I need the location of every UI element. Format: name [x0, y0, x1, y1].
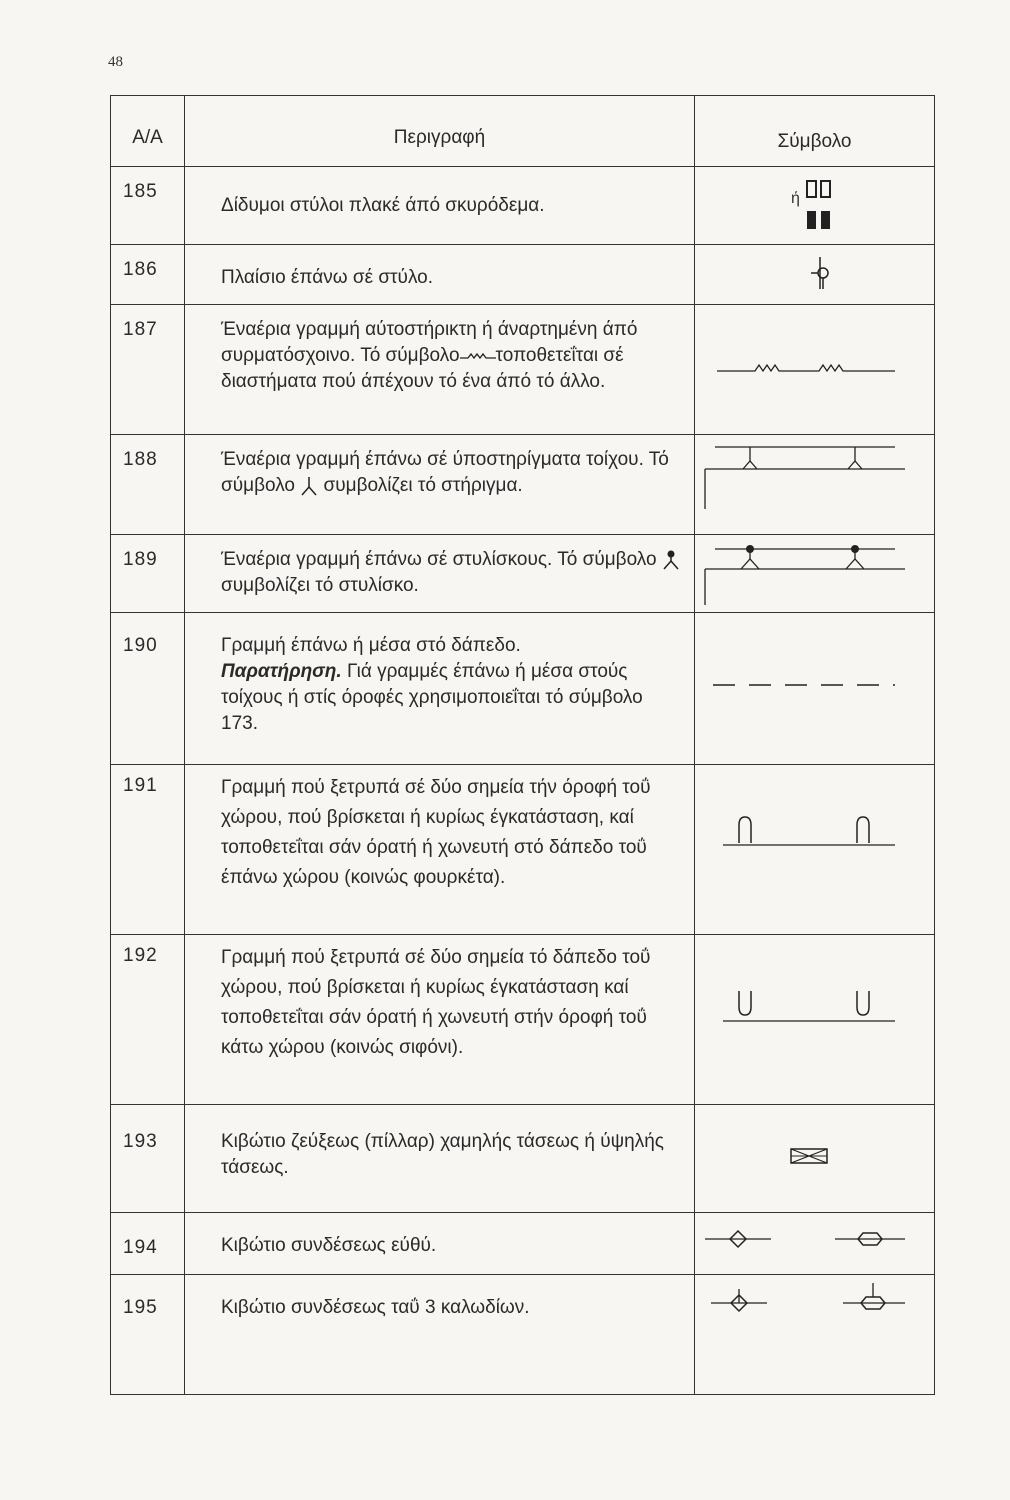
row-num: 187: [123, 319, 158, 340]
row-desc: Κιβώτιο συνδέσεως ταΰ 3 καλωδίων.: [221, 1297, 530, 1318]
table-row: [111, 1213, 935, 1275]
row-symbol: [695, 245, 935, 305]
row-symbol: [695, 613, 935, 765]
row-num: 194: [123, 1237, 158, 1258]
row-symbol: [695, 935, 935, 1105]
row-symbol: [695, 1275, 935, 1395]
row-num: 193: [123, 1131, 158, 1152]
table-row: [111, 935, 935, 1105]
row-num: 195: [123, 1297, 158, 1318]
row-symbol: [695, 535, 935, 613]
row-desc: Δίδυμοι στύλοι πλακέ άπό σκυρόδεμα.: [221, 195, 545, 216]
dashed-line-icon: [695, 613, 933, 763]
svg-text:ή: ή: [791, 190, 800, 207]
row-desc: Γραμμή πού ξετρυπά σέ δύο σημεία τήν όροφή τοΰ χώρου, πού βρίσκεται ή κυρίως έγκατάσταση, καί τοποθετεΐται σάν όρατή ή χωνευτή στό δάπεδο τοΰ έπάνω χώρου (κοινώς φουρκέτα).: [221, 777, 651, 888]
three-cable-junction-box-icon: [695, 1275, 933, 1393]
floor-siphon-icon: [695, 935, 933, 1103]
row-symbol: [695, 1213, 935, 1275]
header-symbol: Σύμβολο: [695, 96, 935, 167]
row-desc: Έναέρια γραμμή έπάνω σέ στυλίσκους. Τό σύμβολο συμβολίζει τό στυλίσκο.: [185, 535, 694, 607]
row-symbol: [695, 167, 935, 245]
table-row: [111, 305, 935, 435]
row-desc: Έναέρια γραμμή αύτοστήρικτη ή άναρτημένη άπό συρματόσχοινο. Τό σύμβολο τοποθετεΐται σέ διαστήματα πού άπέχουν τό ένα άπό τό άλλο.: [221, 319, 638, 392]
row-desc: Γραμμή έπάνω ή μέσα στό δάπεδο. Παρατήρηση. Γιά γραμμές έπάνω ή μέσα στούς τοίχους ή στίς όροφές χρησιμοποιεΐται τό σύμβολο 173.: [221, 635, 643, 734]
twin-pole-icon: [695, 167, 933, 243]
row-num: 192: [123, 945, 158, 966]
note-label: Παρατήρηση.: [221, 661, 342, 682]
row-desc: Έναέρια γραμμή έπάνω σέ ύποστηρίγματα τοίχου. Τό σύμβολο συμβολίζει τό στήριγμα.: [221, 449, 669, 496]
header-num: A/A: [111, 96, 185, 167]
row-symbol: [695, 1105, 935, 1213]
row-num: 189: [123, 549, 158, 570]
pillar-box-icon: [695, 1105, 933, 1211]
row-num: 191: [123, 775, 158, 796]
row-symbol: [695, 305, 935, 435]
row-num: 185: [123, 181, 158, 202]
row-desc: Κιβώτιο συνδέσεως εύθύ.: [221, 1235, 437, 1256]
table-row: [111, 245, 935, 305]
table-row: [111, 167, 935, 245]
table-row: [111, 765, 935, 935]
symbols-table: [110, 95, 935, 1395]
post-icon: [662, 549, 680, 571]
table-row: [111, 535, 935, 613]
row-num: 186: [123, 259, 158, 280]
zigzag-icon: [460, 349, 496, 363]
table-row: [111, 1105, 935, 1213]
row-num: 190: [123, 635, 158, 656]
header-desc: Περιγραφή: [185, 96, 695, 167]
table-row: [111, 613, 935, 765]
wall-support-line-icon: [695, 435, 933, 533]
table-header-row: [111, 96, 935, 167]
row-symbol: [695, 765, 935, 935]
straight-junction-box-icon: [695, 1213, 933, 1273]
frame-on-pole-icon: [695, 245, 933, 303]
row-num: 188: [123, 449, 158, 470]
aerial-line-icon: [695, 305, 933, 433]
page-number: 48: [108, 54, 123, 70]
row-desc: Πλαίσιο έπάνω σέ στύλο.: [221, 267, 433, 288]
row-desc: Γραμμή πού ξετρυπά σέ δύο σημεία τό δάπεδο τοΰ χώρου, πού βρίσκεται ή κυρίως έγκατάσταση καί τοποθετεΐται σάν όρατή ή χωνευτή στήν όροφή τοΰ κάτω χώρου (κοινώς σιφόνι).: [221, 947, 651, 1058]
post-line-icon: [695, 535, 933, 611]
row-symbol: [695, 435, 935, 535]
ceiling-loop-icon: [695, 765, 933, 933]
row-desc: Κιβώτιο ζεύξεως (πίλλαρ) χαμηλής τάσεως ή ύψηλής τάσεως.: [221, 1131, 664, 1178]
support-icon: [300, 475, 318, 497]
table-row: [111, 435, 935, 535]
table-row: [111, 1275, 935, 1395]
